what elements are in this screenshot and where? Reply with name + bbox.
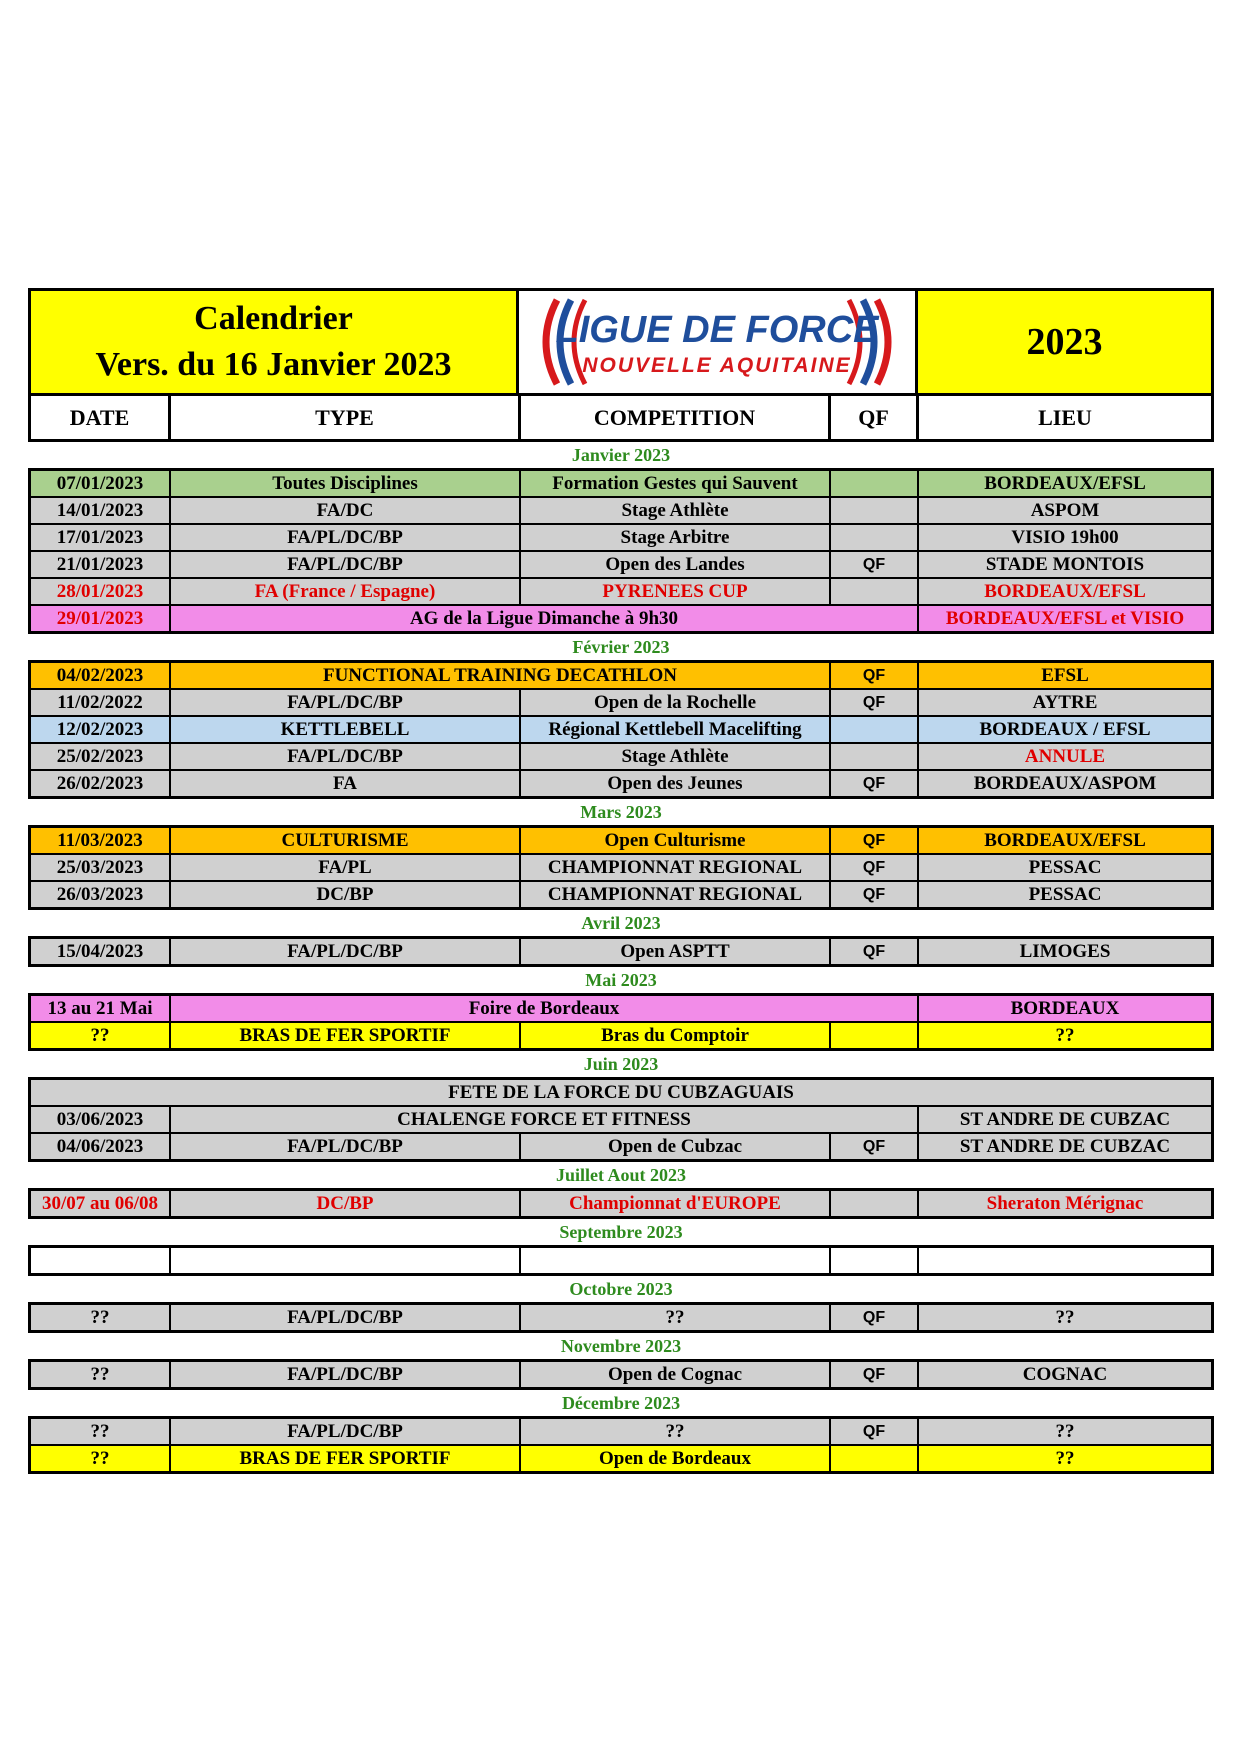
date-cell: 11/03/2023 [31, 828, 171, 853]
table-row [31, 1021, 1211, 1048]
type-cell: BRAS DE FER SPORTIF [171, 1023, 521, 1048]
lieu-cell: BORDEAUX/EFSL [984, 580, 1146, 602]
date-cell: 15/04/2023 [31, 939, 171, 964]
date-cell: 25/02/2023 [31, 744, 171, 769]
month-table [28, 936, 1214, 967]
table-row [31, 663, 1211, 688]
header-year: 2023 [918, 291, 1211, 393]
type-cell: KETTLEBELL [171, 717, 521, 742]
lieu-cell: ASPOM [1030, 499, 1100, 521]
type-cell: FA [171, 771, 521, 796]
lieu-cell: PESSAC [1028, 856, 1102, 878]
table-row [31, 1191, 1211, 1216]
competition-cell: Open des Landes [521, 552, 831, 577]
lieu-cell: ST ANDRE DE CUBZAC [959, 1135, 1171, 1157]
event-cell: AG de la Ligue Dimanche à 9h30 [171, 606, 919, 631]
table-row [31, 1105, 1211, 1132]
lieu-cell: BORDEAUX/EFSL [984, 472, 1146, 494]
qf-cell [831, 498, 919, 523]
logo-line2: NOUVELLE AQUITAINE [582, 354, 852, 377]
type-cell: FA/PL/DC/BP [171, 525, 521, 550]
competition-cell: Stage Arbitre [521, 525, 831, 550]
qf-cell [831, 717, 919, 742]
table-row [31, 1080, 1211, 1105]
table-row [31, 715, 1211, 742]
competition-cell: Open de Bordeaux [521, 1446, 831, 1471]
table-row [31, 769, 1211, 796]
type-cell: Toutes Disciplines [171, 471, 521, 496]
table-row [31, 1419, 1211, 1444]
qf-cell: QF [831, 1305, 919, 1330]
lieu-cell: BORDEAUX / EFSL [979, 718, 1151, 740]
event-cell: Foire de Bordeaux [171, 996, 919, 1021]
table-row [31, 880, 1211, 907]
ligue-de-force-logo-icon [527, 292, 907, 392]
column-header-lieu: LIEU [1038, 404, 1092, 430]
title-line1: Calendrier [194, 300, 353, 337]
date-cell: ?? [31, 1023, 171, 1048]
lieu-cell: ?? [1055, 1447, 1075, 1469]
qf-cell [831, 579, 919, 604]
competition-cell: Open des Jeunes [521, 771, 831, 796]
qf-cell [831, 1446, 919, 1471]
column-header-date: DATE [31, 396, 171, 439]
lieu-cell: ANNULE [1024, 745, 1106, 767]
date-cell: ?? [31, 1305, 171, 1330]
month-heading: Février 2023 [572, 636, 670, 657]
date-cell: 13 au 21 Mai [31, 996, 171, 1021]
qf-cell [831, 1191, 919, 1216]
type-cell: FA/PL/DC/BP [171, 1419, 521, 1444]
lieu-cell: LIMOGES [1019, 940, 1111, 962]
competition-cell: PYRENEES CUP [521, 579, 831, 604]
qf-cell: QF [831, 1362, 919, 1387]
type-cell: BRAS DE FER SPORTIF [171, 1446, 521, 1471]
table-row [31, 1362, 1211, 1387]
date-cell: 28/01/2023 [31, 579, 171, 604]
date-cell: ?? [31, 1362, 171, 1387]
month-table [28, 1077, 1214, 1162]
month-heading: Mai 2023 [585, 969, 657, 990]
type-cell: CULTURISME [171, 828, 521, 853]
qf-cell: QF [831, 771, 919, 796]
month-heading: Juillet Aout 2023 [555, 1164, 686, 1185]
qf-cell: QF [831, 939, 919, 964]
qf-cell: QF [831, 690, 919, 715]
competition-cell: CHAMPIONNAT REGIONAL [521, 855, 831, 880]
lieu-cell: VISIO 19h00 [1011, 526, 1119, 548]
table-row [31, 1248, 1211, 1273]
table-row [31, 471, 1211, 496]
event-cell: FUNCTIONAL TRAINING DECATHLON [171, 663, 831, 688]
competition-cell: Formation Gestes qui Sauvent [521, 471, 831, 496]
table-row [31, 550, 1211, 577]
title-line2: Vers. du 16 Janvier 2023 [95, 346, 452, 383]
competition-cell: ?? [521, 1419, 831, 1444]
event-banner-cell: FETE DE LA FORCE DU CUBZAGUAIS [448, 1081, 794, 1103]
qf-cell [831, 744, 919, 769]
date-cell: 17/01/2023 [31, 525, 171, 550]
qf-cell: QF [831, 828, 919, 853]
logo-line1: LIGUE DE FORCE [555, 309, 879, 351]
month-table [28, 1416, 1214, 1474]
table-row [31, 1132, 1211, 1159]
date-cell: ?? [31, 1419, 171, 1444]
qf-cell [831, 1023, 919, 1048]
table-row [31, 688, 1211, 715]
lieu-cell: COGNAC [1022, 1363, 1108, 1385]
month-table [28, 1359, 1214, 1390]
month-heading: Octobre 2023 [569, 1278, 673, 1299]
month-heading: Juin 2023 [583, 1053, 659, 1074]
competition-cell: Régional Kettlebell Macelifting [521, 717, 831, 742]
lieu-cell [919, 1248, 1211, 1273]
qf-cell: QF [831, 663, 919, 688]
table-row [31, 1305, 1211, 1330]
month-heading: Septembre 2023 [559, 1221, 683, 1242]
column-header-competition: COMPETITION [521, 396, 831, 439]
lieu-cell: ?? [1055, 1420, 1075, 1442]
date-cell: 21/01/2023 [31, 552, 171, 577]
lieu-cell: EFSL [1041, 664, 1089, 686]
qf-cell: QF [831, 1134, 919, 1159]
header-title [31, 291, 519, 393]
date-cell: 03/06/2023 [31, 1107, 171, 1132]
lieu-cell: ?? [1055, 1024, 1075, 1046]
date-cell: 07/01/2023 [31, 471, 171, 496]
column-header-type: TYPE [171, 396, 521, 439]
table-row [31, 523, 1211, 550]
type-cell: DC/BP [171, 882, 521, 907]
table-row [31, 577, 1211, 604]
qf-cell: QF [831, 882, 919, 907]
calendar-sheet [28, 288, 1214, 1474]
competition-cell: Stage Athlète [521, 498, 831, 523]
table-row [31, 604, 1211, 631]
month-heading: Mars 2023 [580, 801, 662, 822]
date-cell: 04/02/2023 [31, 663, 171, 688]
column-headers [28, 396, 1214, 442]
qf-cell [831, 471, 919, 496]
date-cell: 30/07 au 06/08 [31, 1191, 171, 1216]
competition-cell [521, 1248, 831, 1273]
lieu-cell: BORDEAUX/EFSL et VISIO [945, 607, 1185, 629]
lieu-cell: BORDEAUX [1010, 997, 1120, 1019]
competition-cell: Open ASPTT [521, 939, 831, 964]
date-cell: 04/06/2023 [31, 1134, 171, 1159]
event-cell: CHALENGE FORCE ET FITNESS [171, 1107, 919, 1132]
type-cell: DC/BP [171, 1191, 521, 1216]
month-heading: Janvier 2023 [571, 444, 671, 465]
month-table [28, 825, 1214, 910]
type-cell: FA/PL/DC/BP [171, 690, 521, 715]
qf-cell [831, 525, 919, 550]
type-cell: FA/PL/DC/BP [171, 939, 521, 964]
month-heading: Novembre 2023 [560, 1335, 682, 1356]
header [28, 288, 1214, 396]
month-heading: Avril 2023 [581, 912, 661, 933]
competition-cell: Championnat d'EUROPE [521, 1191, 831, 1216]
month-table [28, 1188, 1214, 1219]
lieu-cell: PESSAC [1028, 883, 1102, 905]
qf-cell: QF [831, 552, 919, 577]
lieu-cell: BORDEAUX/EFSL [984, 829, 1146, 851]
date-cell [31, 1248, 171, 1273]
competition-cell: Stage Athlète [521, 744, 831, 769]
table-row [31, 1444, 1211, 1471]
competition-cell: Open de Cubzac [521, 1134, 831, 1159]
qf-cell: QF [831, 1419, 919, 1444]
month-table [28, 993, 1214, 1051]
table-row [31, 742, 1211, 769]
date-cell: 26/03/2023 [31, 882, 171, 907]
date-cell: ?? [31, 1446, 171, 1471]
date-cell: 12/02/2023 [31, 717, 171, 742]
qf-cell [831, 1248, 919, 1273]
lieu-cell: ST ANDRE DE CUBZAC [959, 1108, 1171, 1130]
competition-cell: Open de la Rochelle [521, 690, 831, 715]
lieu-cell: BORDEAUX/ASPOM [973, 772, 1157, 794]
type-cell: FA/PL/DC/BP [171, 744, 521, 769]
month-table [28, 468, 1214, 634]
league-logo [519, 291, 918, 393]
date-cell: 14/01/2023 [31, 498, 171, 523]
competition-cell: Open de Cognac [521, 1362, 831, 1387]
month-table [28, 1245, 1214, 1276]
month-table [28, 1302, 1214, 1333]
lieu-cell: Sheraton Mérignac [986, 1192, 1144, 1214]
date-cell: 26/02/2023 [31, 771, 171, 796]
competition-cell: ?? [521, 1305, 831, 1330]
type-cell: FA/PL/DC/BP [171, 1362, 521, 1387]
date-cell: 25/03/2023 [31, 855, 171, 880]
lieu-cell: ?? [1055, 1306, 1075, 1328]
month-table [28, 660, 1214, 799]
lieu-cell: AYTRE [1032, 691, 1098, 713]
date-cell: 11/02/2022 [31, 690, 171, 715]
table-row [31, 496, 1211, 523]
competition-cell: Open Culturisme [521, 828, 831, 853]
type-cell: FA (France / Espagne) [171, 579, 521, 604]
table-row [31, 828, 1211, 853]
table-row [31, 996, 1211, 1021]
month-heading: Décembre 2023 [561, 1392, 681, 1413]
date-cell: 29/01/2023 [31, 606, 171, 631]
month-sections [28, 442, 1214, 1474]
type-cell: FA/PL/DC/BP [171, 1134, 521, 1159]
table-row [31, 939, 1211, 964]
competition-cell: CHAMPIONNAT REGIONAL [521, 882, 831, 907]
competition-cell: Bras du Comptoir [521, 1023, 831, 1048]
type-cell: FA/PL/DC/BP [171, 552, 521, 577]
qf-cell: QF [831, 855, 919, 880]
column-header-qf: QF [831, 396, 919, 439]
type-cell: FA/DC [171, 498, 521, 523]
lieu-cell: STADE MONTOIS [985, 553, 1145, 575]
type-cell: FA/PL [171, 855, 521, 880]
type-cell [171, 1248, 521, 1273]
type-cell: FA/PL/DC/BP [171, 1305, 521, 1330]
table-row [31, 853, 1211, 880]
